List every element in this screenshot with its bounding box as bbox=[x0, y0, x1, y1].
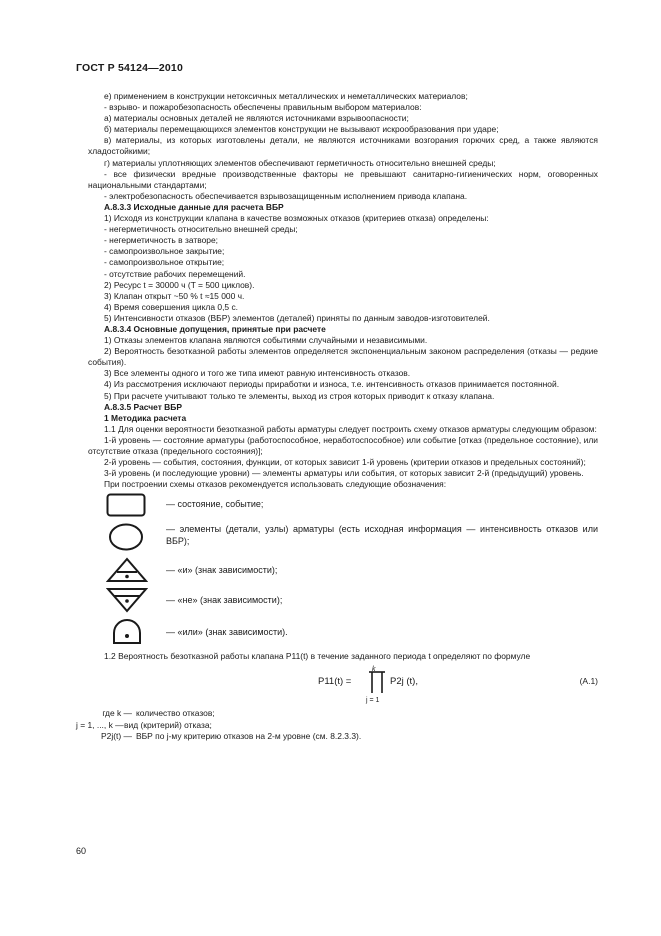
legend-text: — «или» (знак зависимости). bbox=[166, 627, 288, 638]
and-gate-icon bbox=[106, 557, 148, 583]
product-symbol-icon bbox=[368, 670, 386, 694]
not-gate-icon bbox=[106, 587, 148, 613]
formula-a1 bbox=[88, 664, 598, 708]
paragraph: 3-й уровень (и последующие уровни) — элементы арматуры или события, от которых зависит 2-й (предыдущий) уровень. bbox=[104, 468, 584, 479]
explanation-row bbox=[88, 731, 598, 742]
paragraph: 4) Время совершения цикла 0,5 с. bbox=[104, 301, 239, 312]
formula-lower-limit: j = 1 bbox=[366, 697, 380, 705]
paragraph: 2) Ресурс t = 30000 ч (T = 500 циклов). bbox=[104, 279, 255, 290]
explanation-value: ВБР по j-му критерию отказов на 2-м уровне (см. 8.2.3.3). bbox=[136, 730, 362, 741]
explanation-value: количество отказов; bbox=[136, 708, 215, 719]
section-heading: А.8.3.3 Исходные данные для расчета ВБР bbox=[104, 201, 284, 212]
formula-explanation bbox=[76, 708, 598, 741]
paragraph: - все физически вредные производственные факторы не превышают санитарно-гигиенических норм, оговоренных национальными стандартами; bbox=[88, 168, 598, 190]
explanation-key: где k — bbox=[102, 708, 132, 719]
paragraph: - негерметичность в затворе; bbox=[104, 235, 219, 246]
paragraph: - отсутствие рабочих перемещений. bbox=[104, 268, 246, 279]
paragraph: - взрыво- и пожаробезопасность обеспечены правильным выбором материалов: bbox=[104, 102, 422, 113]
paragraph: - негерметичность относительно внешней среды; bbox=[104, 224, 298, 235]
paragraph: 3) Все элементы одного и того же типа имеют равную интенсивность отказов. bbox=[104, 368, 411, 379]
paragraph: 2-й уровень — события, состояния, функции, от которых зависит 1-й уровень (критерии отказов и предельных состояний); bbox=[104, 457, 586, 468]
legend-text: — «не» (знак зависимости); bbox=[166, 595, 283, 606]
legend-text: — элементы (детали, узлы) арматуры (есть исходная информация — интенсивность отказов или ВБР); bbox=[166, 524, 598, 547]
formula-intro: 1.2 Вероятность безотказной работы клапана P11(t) в течение заданного периода t определяют по формуле bbox=[104, 651, 531, 662]
explanation-key: P2j(t) — bbox=[101, 730, 132, 741]
page-content bbox=[76, 91, 598, 742]
paragraph: При построении схемы отказов рекомендуется использовать следующие обозначения: bbox=[104, 479, 447, 490]
explanation-value: вид (критерий) отказа; bbox=[124, 719, 212, 730]
paragraph: 5) Интенсивности отказов (ВБР) элементов (деталей) приняты по данным заводов-изготовителей. bbox=[104, 312, 490, 323]
circle-symbol-icon bbox=[106, 523, 146, 551]
paragraph: б) материалы перемещающихся элементов конструкции не вызывают искрообразования при ударе; bbox=[104, 124, 499, 135]
paragraph: е) применением в конструкции нетоксичных металлических и неметаллических материалов; bbox=[104, 91, 468, 101]
section-heading: А.8.3.5 Расчет ВБР bbox=[104, 401, 182, 412]
formula-rhs: P2j (t), bbox=[390, 676, 418, 688]
paragraph: - самопроизвольное открытие; bbox=[104, 257, 225, 268]
page-number: 60 bbox=[76, 846, 87, 856]
paragraph: 1-й уровень — состояние арматуры (работоспособное, неработоспособное) или событие [отказ (предельное состояние), или отсутствие отказа (предельного состояния)]; bbox=[88, 434, 598, 456]
formula-upper-limit: k bbox=[372, 666, 376, 674]
legend bbox=[88, 493, 598, 643]
section-heading: А.8.3.4 Основные допущения, принятые при расчете bbox=[104, 323, 326, 334]
paragraph: 5) При расчете учитывают только те элементы, выход из строя которых приводит к отказу клапана. bbox=[104, 390, 495, 401]
text-body bbox=[88, 91, 598, 490]
formula-lhs: P11(t) = bbox=[318, 676, 352, 688]
explanation-key: j = 1, ..., k — bbox=[76, 719, 124, 730]
paragraph: 4) Из рассмотрения исключают периоды приработки и износа, т.е. интенсивность отказов принимается постоянной. bbox=[104, 379, 560, 390]
or-gate-icon bbox=[106, 617, 148, 645]
paragraph: а) материалы основных деталей не являются источниками взрывоопасности; bbox=[104, 113, 409, 124]
explanation-row bbox=[76, 719, 598, 731]
paragraph: - электробезопасность обеспечивается взрывозащищенным исполнением привода клапана. bbox=[104, 190, 468, 201]
paragraph: в) материалы, из которых изготовлены детали, не являются источниками возгорания горючих сред, а также являются хладостойкими; bbox=[88, 135, 598, 157]
section-heading: 1 Методика расчета bbox=[104, 412, 187, 423]
explanation-row bbox=[88, 708, 598, 719]
paragraph: г) материалы уплотняющих элементов обеспечивают герметичность относительно внешней среды; bbox=[104, 157, 496, 168]
document-header: ГОСТ Р 54124—2010 bbox=[76, 62, 184, 74]
legend-text: — «и» (знак зависимости); bbox=[166, 565, 278, 576]
paragraph: 3) Клапан открыт ~50 % t ≈15 000 ч. bbox=[104, 290, 245, 301]
paragraph: 1) Отказы элементов клапана являются событиями случайными и независимыми. bbox=[104, 335, 428, 346]
paragraph: 1) Исходя из конструкции клапана в качестве возможных отказов (критериев отказа) определены: bbox=[104, 213, 489, 224]
paragraph: 1.1 Для оценки вероятности безотказной работы арматуры следует построить схему отказов арматуры следующим образом: bbox=[104, 423, 597, 434]
formula-number: (А.1) bbox=[579, 676, 598, 687]
rectangle-symbol-icon bbox=[106, 493, 146, 517]
paragraph: - самопроизвольное закрытие; bbox=[104, 246, 225, 257]
legend-text: — состояние, событие; bbox=[166, 499, 264, 510]
paragraph: 2) Вероятность безотказной работы элементов определяется экспоненциальным законом распределения (отказы — редкие события). bbox=[88, 346, 598, 368]
